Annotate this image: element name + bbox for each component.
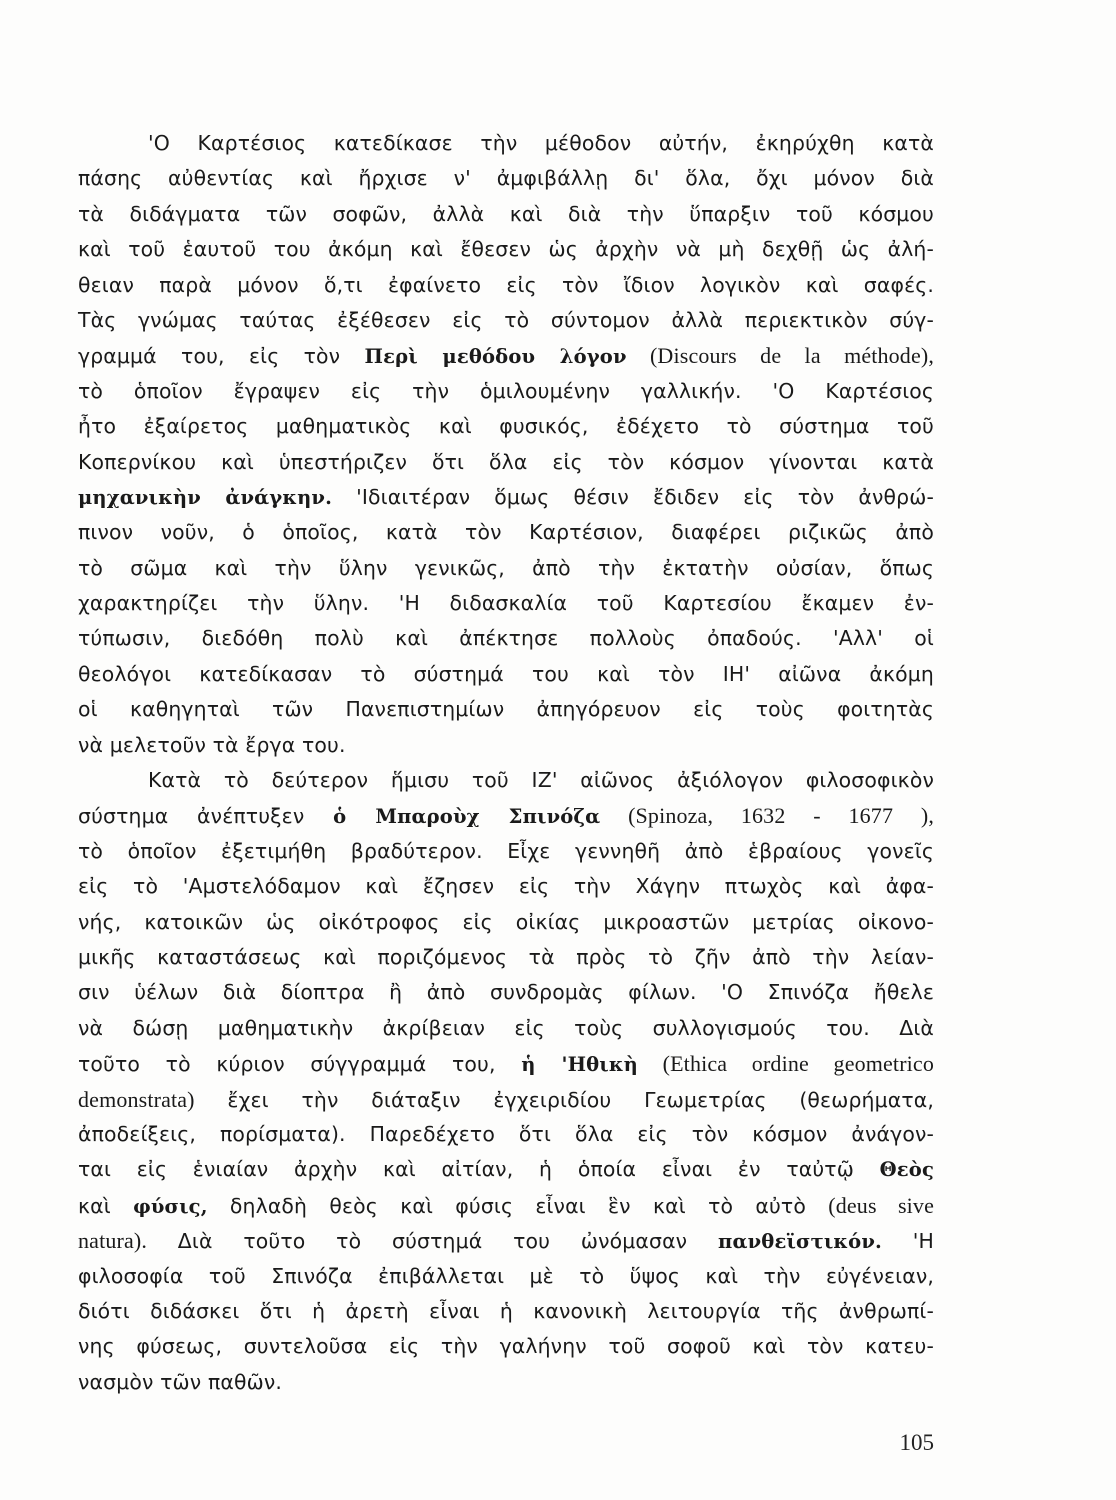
text-run: 'Η (881, 1229, 935, 1254)
text-line: διότι διδάσκει ὅτι ἡ ἀρετὴ εἶναι ἡ κανονικὴ λειτουργία τῆς ἀνθρωπί- (78, 1298, 934, 1323)
bold-title-discourse: Περὶ μεθόδου λόγον (364, 345, 627, 369)
text-line: νής, κατοικῶν ὡς οἰκότροφος εἰς οἰκίας μικροαστῶν μετρίας οἰκονο- (78, 909, 934, 934)
text-line (78, 338, 934, 373)
text-line: νὰ μελετοῦν τὰ ἔργα του. (78, 732, 346, 757)
latin-title: (Discours de la méthode), (626, 343, 934, 369)
latin-dates: (Spinoza, 1632 - 1677 ), (600, 803, 934, 829)
text-run: Διὰ τοῦτο τὸ σύστημά του ὠνόμασαν (147, 1229, 719, 1254)
text-run: καὶ (78, 1193, 134, 1218)
text-run: ἔχει τὴν διάταξιν ἐγχειριδίου Γεωμετρίας (θεωρήματα, (194, 1087, 934, 1112)
text-line (78, 480, 934, 515)
text-line: ἦτο ἐξαίρετος μαθηματικὸς καὶ φυσικός, ἐδέχετο τὸ σύστημα τοῦ (78, 414, 934, 439)
text-line: Τὰς γνώμας ταύτας ἐξέθεσεν εἰς τὸ σύντομον ἀλλὰ περιεκτικὸν σύγ- (78, 307, 934, 332)
text-line (78, 1188, 934, 1223)
text-line: νασμὸν τῶν παθῶν. (78, 1369, 282, 1394)
text-line: νης φύσεως, συντελοῦσα εἰς τὴν γαλήνην τοῦ σοφοῦ καὶ τὸν κατευ- (78, 1334, 934, 1359)
latin-title: (Ethica ordine geometrico (637, 1051, 935, 1077)
text-run: δηλαδὴ θεὸς καὶ φύσις εἶναι ἓν καὶ τὸ αὐτὸ (207, 1193, 829, 1218)
text-run: 'Ιδιαιτέραν ὅμως θέσιν ἔδιδεν εἰς τὸν ἀνθρώ- (332, 484, 934, 509)
paragraph-spinoza (78, 763, 934, 1400)
text-run: τοῦτο τὸ κύριον σύγγραμμά του, (78, 1052, 522, 1077)
text-run: γραμμά του, εἰς τὸν (78, 344, 365, 369)
text-line: οἱ καθηγηταὶ τῶν Πανεπιστημίων ἀπηγόρευον εἰς τοὺς φοιτητὰς (78, 697, 934, 722)
text-line: καὶ τοῦ ἑαυτοῦ του ἀκόμη καὶ ἔθεσεν ὡς ἀρχὴν νὰ μὴ δεχθῇ ὡς ἀλή- (78, 237, 934, 262)
text-line: πινον νοῦν, ὁ ὁποῖος, κατὰ τὸν Καρτέσιον, διαφέρει ριζικῶς ἀπὸ (78, 520, 934, 545)
text-line (78, 1046, 934, 1081)
text-line: 'Ο Καρτέσιος κατεδίκασε τὴν μέθοδον αὐτήν, ἐκηρύχθη κατὰ (148, 131, 934, 155)
text-line: Κοπερνίκου καὶ ὑπεστήριζεν ὅτι ὅλα εἰς τὸν κόσμον γίνονται κατὰ (78, 449, 934, 474)
text-line: θειαν παρὰ μόνον ὅ,τι ἐφαίνετο εἰς τὸν ἴδιον λογικὸν καὶ σαφές. (78, 272, 934, 297)
text-line: θεολόγοι κατεδίκασαν τὸ σύστημά του καὶ τὸν ΙΗ' αἰῶνα ἀκόμη (78, 661, 934, 686)
text-line: τὸ ὁποῖον ἔγραψεν εἰς τὴν ὁμιλουμένην γαλλικήν. 'Ο Καρτέσιος (78, 378, 934, 403)
text-line (78, 1152, 934, 1187)
body-text (78, 126, 934, 1400)
bold-term-god: Θεὸς (879, 1158, 934, 1182)
text-run: ται εἰς ἑνιαίαν ἀρχὴν καὶ αἰτίαν, ἡ ὁποία εἶναι ἐν ταὐτῷ (78, 1157, 880, 1182)
text-line: εἰς τὸ 'Αμστελόδαμον καὶ ἔζησεν εἰς τὴν Χάγην πτωχὸς καὶ ἀφα- (78, 874, 934, 899)
bold-name-spinoza: ὁ Μπαροὺχ Σπινόζα (333, 805, 601, 829)
text-line: πάσης αὐθεντίας καὶ ἤρχισε ν' ἀμφιβάλλῃ δι' ὅλα, ὄχι μόνον διὰ (78, 166, 934, 191)
text-line: τὸ σῶμα καὶ τὴν ὕλην γενικῶς, ἀπὸ τὴν ἐκτατὴν οὐσίαν, ὅπως (78, 555, 934, 580)
text-line: ἀποδείξεις, πορίσματα). Παρεδέχετο ὅτι ὅλα εἰς τὸν κόσμον ἀνάγον- (78, 1121, 934, 1146)
text-line (78, 1082, 934, 1117)
text-line: τὸ ὁποῖον ἐξετιμήθη βραδύτερον. Εἶχε γεννηθῆ ἀπὸ ἑβραίους γονεῖς (78, 838, 934, 863)
bold-term-pantheistic: πανθεϊστικόν. (718, 1230, 882, 1254)
latin-title: demonstrata) (78, 1086, 195, 1112)
text-line: σιν ὑέλων διὰ δίοπτρα ἢ ἀπὸ συνδρομὰς φίλων. 'Ο Σπινόζα ἤθελε (78, 980, 934, 1005)
text-run: σύστημα ἀνέπτυξεν (78, 804, 334, 829)
text-line: τύπωσιν, διεδόθη πολὺ καὶ ἀπέκτησε πολλοὺς ὀπαδούς. 'Αλλ' οἱ (78, 626, 934, 651)
text-line: Κατὰ τὸ δεύτερον ἥμισυ τοῦ ΙΖ' αἰῶνος ἀξιόλογον φιλοσοφικὸν (148, 768, 934, 793)
text-line: μικῆς καταστάσεως καὶ ποριζόμενος τὰ πρὸς τὸ ζῆν ἀπὸ τὴν λείαν- (78, 944, 934, 969)
text-line (78, 1223, 934, 1258)
text-line: νὰ δώσῃ μαθηματικὴν ἀκρίβειαν εἰς τοὺς συλλογισμούς του. Διὰ (78, 1015, 934, 1040)
latin-phrase: (deus sive (828, 1192, 934, 1218)
text-line (78, 798, 934, 833)
page-number: 105 (899, 1430, 934, 1455)
bold-term-mechanical-necessity: μηχανικὴν ἀνάγκην. (78, 485, 333, 509)
text-line: χαρακτηρίζει τὴν ὕλην. 'Η διδασκαλία τοῦ Καρτεσίου ἔκαμεν ἐν- (78, 591, 934, 616)
paragraph-descartes (78, 126, 934, 763)
latin-phrase: natura). (78, 1228, 147, 1254)
text-line: τὰ διδάγματα τῶν σοφῶν, ἀλλὰ καὶ διὰ τὴν ὕπαρξιν τοῦ κόσμου (78, 201, 934, 226)
bold-title-ethics: ἡ 'Ηθικὴ (521, 1053, 638, 1077)
bold-term-nature: φύσις, (133, 1194, 208, 1218)
text-line: φιλοσοφία τοῦ Σπινόζα ἐπιβάλλεται μὲ τὸ ὕψος καὶ τὴν εὐγένειαν, (78, 1263, 934, 1288)
